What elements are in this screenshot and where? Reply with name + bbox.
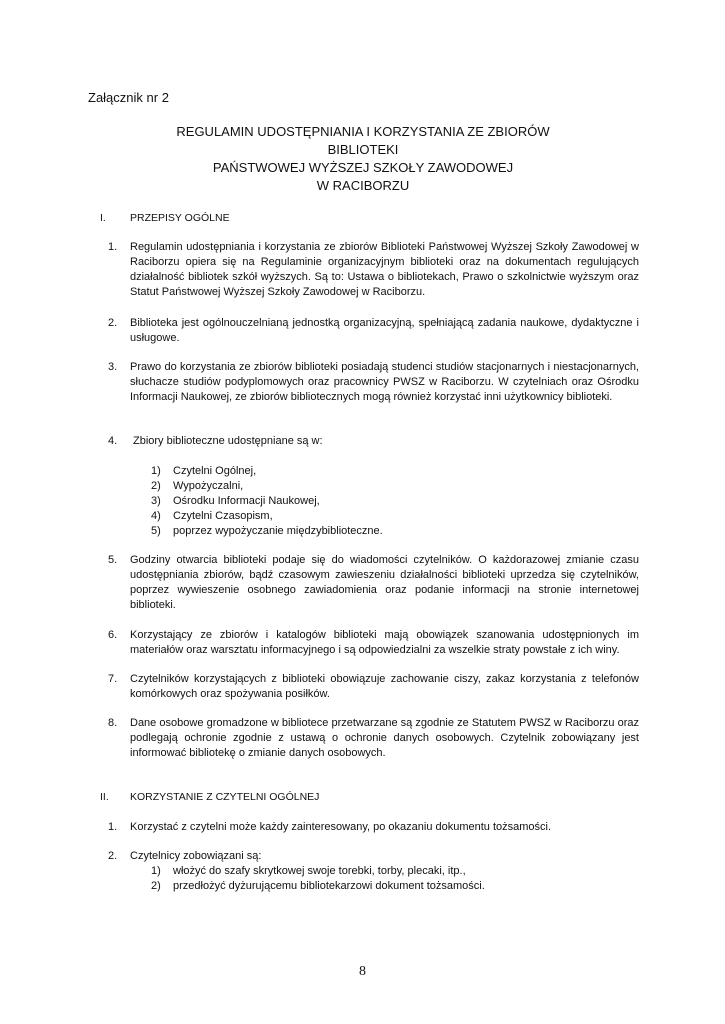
sub-item-number: 3) [151, 495, 161, 507]
sub-item-text: Czytelni Ogólnej, [173, 465, 257, 477]
list-item [108, 240, 639, 300]
list-item [108, 316, 639, 346]
sub-list-item [151, 479, 551, 494]
item-text: Korzystać z czytelni może każdy zainteresowany, po okazaniu dokumentu tożsamości. [130, 821, 552, 833]
sub-item-text: Ośrodku Informacji Naukowej, [173, 495, 320, 507]
title-line-4: W RACIBORZU [316, 178, 410, 193]
annex-label: Załącznik nr 2 [88, 90, 169, 105]
sub-item-text: Czytelni Czasopism, [173, 510, 273, 522]
item-text: Regulamin udostępniania i korzystania ze zbiorów Biblioteki Państwowej Wyższej Szkoły Zawodowej w Raciborzu opiera się na Regulaminie organizacyjnym biblioteki oraz na dokumentach regulujących działalność bibliotek szkół wyższych. Są to: Ustawa o bibliotekach, Prawo o szkolnictwie wyższym oraz Statut Państwowej Wyższej Szkoły Zawodowej w Raciborzu. [130, 241, 639, 298]
item-number: 2. [108, 317, 118, 329]
item-text: Biblioteka jest ogólnouczelnianą jednostką organizacyjną, spełniającą zadania naukowe, dydaktyczne i usługowe. [130, 317, 639, 344]
list-item [108, 820, 639, 835]
item-number: 5. [108, 554, 118, 566]
item-number: 3. [108, 361, 118, 373]
list-item [108, 434, 639, 449]
sub-item-text: przedłożyć dyżurującemu bibliotekarzowi dokument tożsamości. [173, 880, 485, 892]
item-number: 8. [108, 717, 118, 729]
page-number: 8 [359, 964, 366, 979]
item-number: 2. [108, 850, 118, 862]
sub-list-item [151, 864, 611, 879]
list-item [108, 553, 639, 613]
item-number: 7. [108, 673, 118, 685]
title-line-1: REGULAMIN UDOSTĘPNIANIA I KORZYSTANIA ZE ZBIORÓW [176, 124, 550, 139]
sub-list-item [151, 879, 611, 894]
list-item [108, 672, 639, 702]
sub-item-text: poprzez wypożyczanie międzybiblioteczne. [173, 525, 383, 537]
title-line-2: BIBLIOTEKI [327, 142, 399, 157]
section-title: KORZYSTANIE Z CZYTELNI OGÓLNEJ [130, 791, 320, 803]
sub-list-item [151, 464, 551, 479]
item-number: 6. [108, 629, 118, 641]
section-heading-1 [100, 211, 230, 226]
sub-item-text: włożyć do szafy skrytkowej swoje torebki, torby, plecaki, itp., [173, 865, 466, 877]
section-title: PRZEPISY OGÓLNE [130, 212, 230, 224]
section-number: I. [100, 212, 106, 224]
list-item [108, 360, 639, 405]
item-number: 1. [108, 821, 118, 833]
sub-item-number: 1) [151, 865, 161, 877]
section-number: II. [100, 791, 109, 803]
sub-item-text: Wypożyczalni, [173, 480, 244, 492]
item-text: Godziny otwarcia biblioteki podaje się do wiadomości czytelników. O każdorazowej zmianie czasu udostępniania zbiorów, bądź czasowym zawieszeniu działalności biblioteki uprzedza się czytelników, poprzez wywieszenie osobnego zawiadomienia oraz podanie informacji na stronie internetowej biblioteki. [130, 554, 639, 611]
section-heading-2 [100, 790, 319, 805]
item-number: 1. [108, 241, 118, 253]
item-text: Czytelników korzystających z biblioteki obowiązuje zachowanie ciszy, zakaz korzystania z telefonów komórkowych oraz spożywania posiłków. [130, 673, 639, 700]
sub-item-number: 2) [151, 480, 161, 492]
sub-item-number: 1) [151, 465, 161, 477]
item-text: Prawo do korzystania ze zbiorów biblioteki posiadają studenci studiów stacjonarnych i niestacjonarnych, słuchacze studiów podyplomowych oraz pracownicy PWSZ w Raciborzu. W czytelniach oraz Ośrodku Informacji Naukowej, ze zbiorów bibliotecznych mogą również korzystać inni użytkownicy biblioteki. [130, 361, 639, 403]
item-text: Dane osobowe gromadzone w bibliotece przetwarzane są zgodnie ze Statutem PWSZ w Raciborzu oraz podlegają ochronie zgodnie z ustawą o ochronie danych osobowych. Czytelnik zobowiązany jest informować bibliotekę o zmianie danych osobowych. [130, 717, 639, 759]
sub-item-number: 4) [151, 510, 161, 522]
list-item [108, 628, 639, 658]
sub-item-number: 5) [151, 525, 161, 537]
sub-item-number: 2) [151, 880, 161, 892]
item-text: Czytelnicy zobowiązani są: [130, 850, 262, 862]
list-item [108, 849, 639, 864]
sub-list-item [151, 509, 551, 524]
item-text: Korzystający ze zbiorów i katalogów biblioteki mają obowiązek szanowania udostępnionych im materiałów oraz warsztatu informacyjnego i są odpowiedzialni za wszelkie straty powstałe z ich winy. [130, 629, 639, 656]
item-text: Zbiory biblioteczne udostępniane są w: [133, 435, 323, 447]
sub-list-item [151, 524, 551, 539]
list-item [108, 716, 639, 761]
title-line-3: PAŃSTWOWEJ WYŻSZEJ SZKOŁY ZAWODOWEJ [212, 160, 514, 175]
item-number: 4. [108, 435, 118, 447]
sub-list-item [151, 494, 551, 509]
document-title [88, 123, 638, 195]
